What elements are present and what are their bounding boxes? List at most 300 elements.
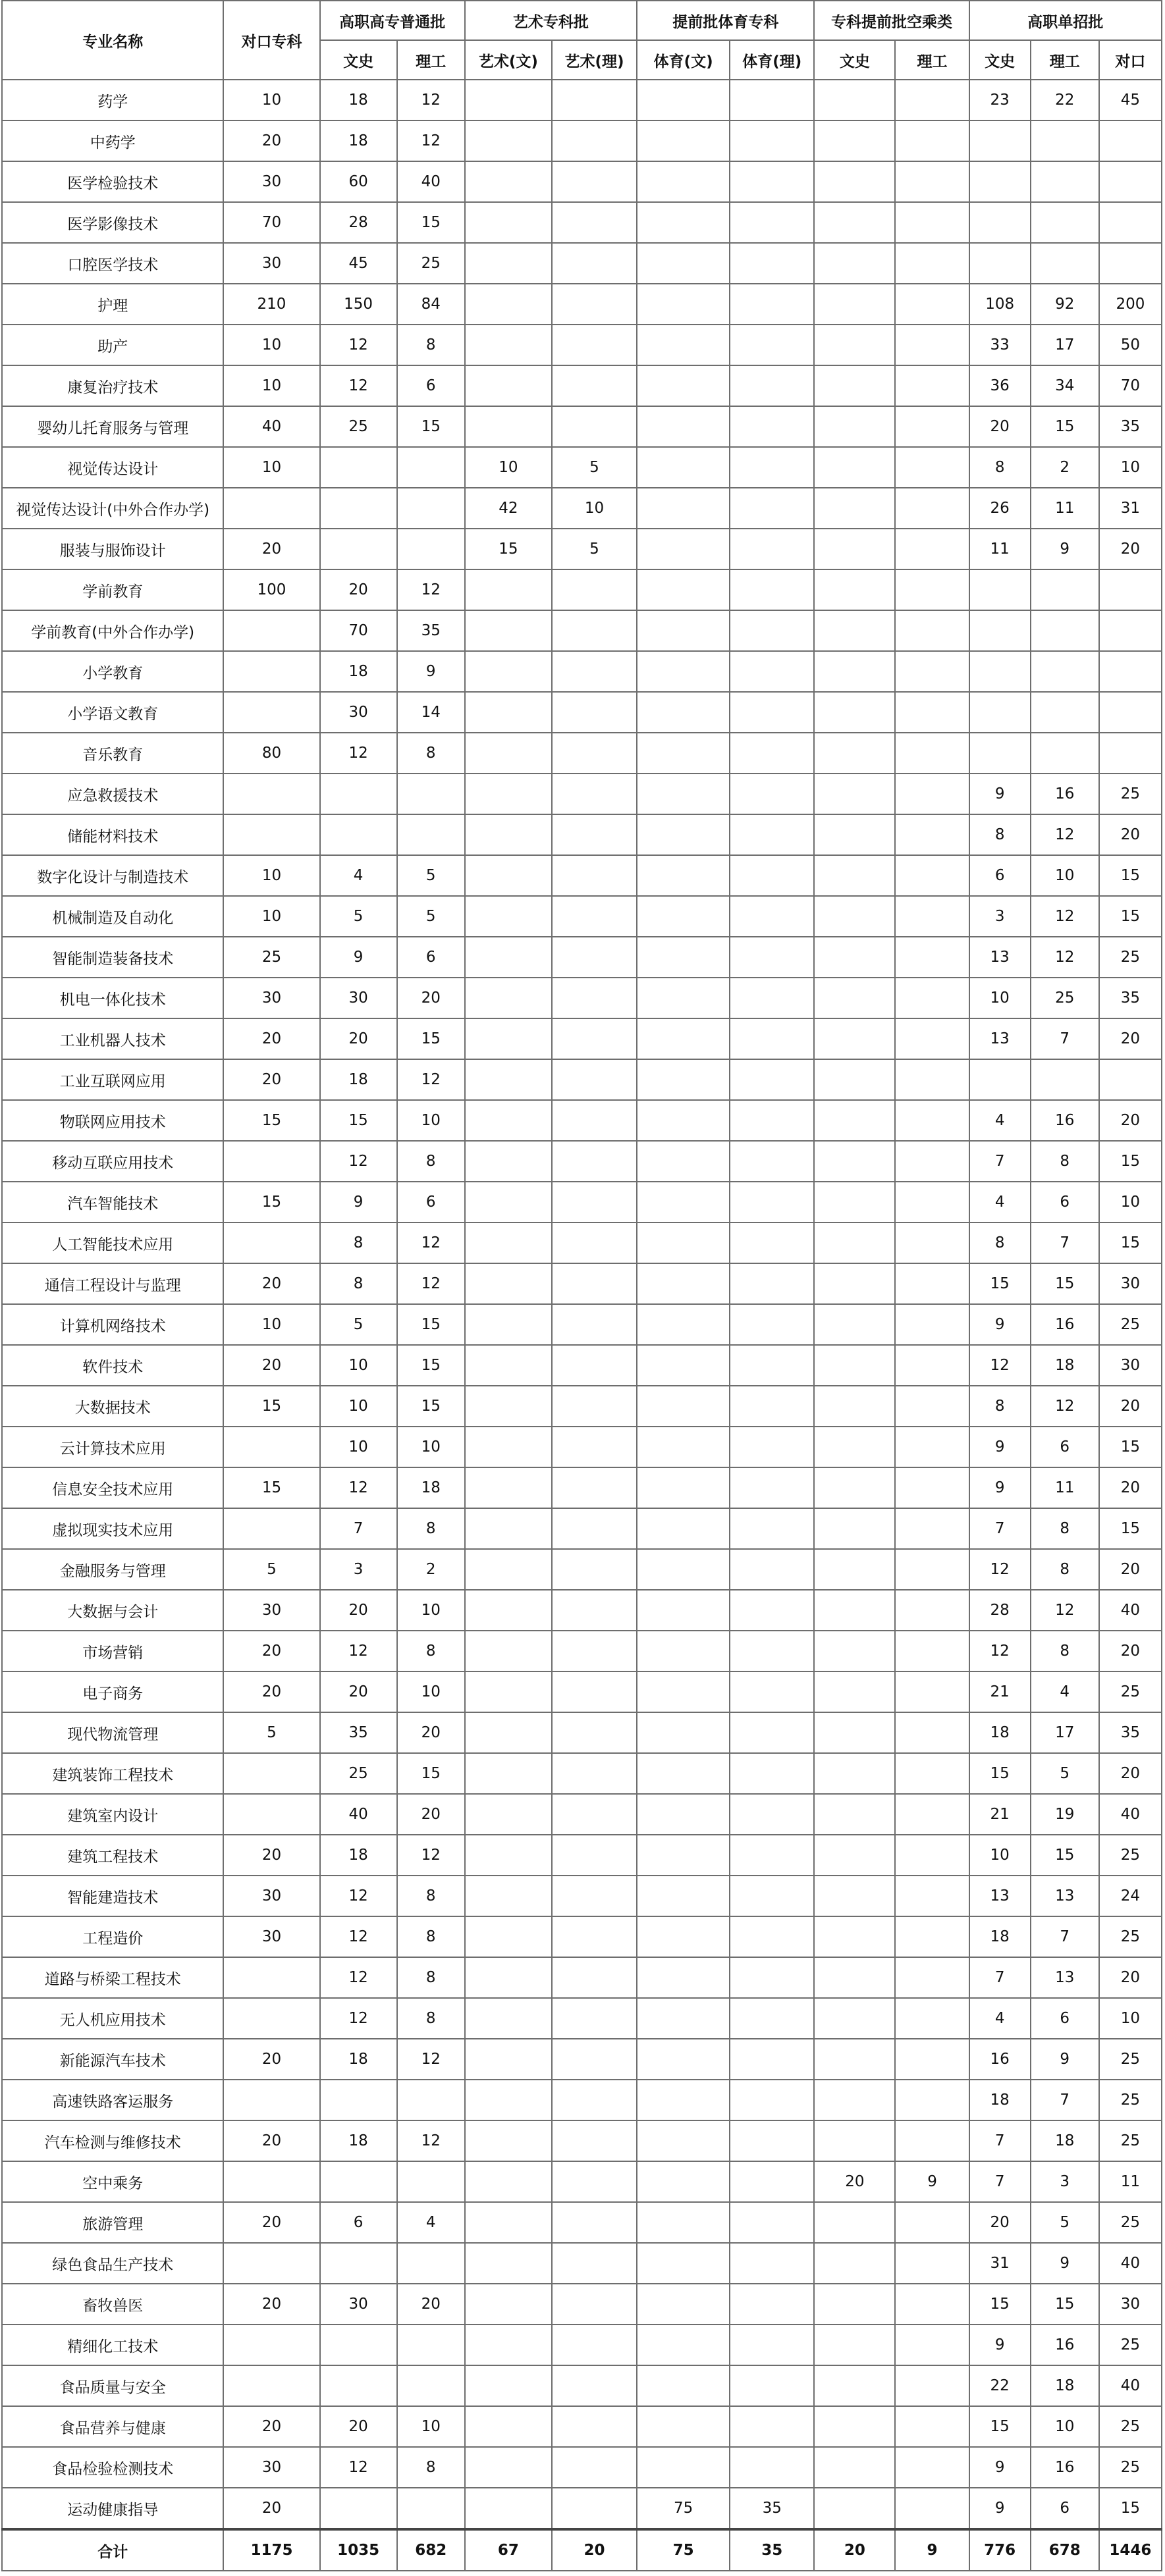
- quota-cell: [320, 2161, 397, 2202]
- major-name-cell: 虚拟现实技术应用: [2, 1508, 223, 1549]
- quota-cell: [895, 733, 969, 774]
- quota-cell: 12: [397, 1263, 465, 1304]
- quota-cell: 15: [223, 1100, 319, 1141]
- quota-cell: [637, 1345, 730, 1386]
- table-body: [2, 80, 1162, 2529]
- table-row: [2, 1835, 1162, 1876]
- quota-cell: 15: [1031, 2284, 1099, 2325]
- quota-cell: [465, 1835, 552, 1876]
- quota-cell: 3: [320, 1549, 397, 1590]
- quota-cell: [895, 1876, 969, 1916]
- quota-cell: 15: [969, 1263, 1031, 1304]
- quota-cell: [637, 120, 730, 161]
- quota-cell: [895, 1916, 969, 1957]
- major-name-cell: 储能材料技术: [2, 814, 223, 855]
- quota-cell: [895, 1835, 969, 1876]
- quota-cell: [223, 2161, 319, 2202]
- header-sub: 体育(文): [637, 40, 730, 80]
- quota-cell: [814, 1590, 895, 1631]
- quota-cell: 15: [1099, 2488, 1162, 2529]
- quota-cell: [895, 1467, 969, 1508]
- major-name-cell: 计算机网络技术: [2, 1304, 223, 1345]
- quota-cell: [320, 2080, 397, 2120]
- quota-cell: 6: [1031, 2488, 1099, 2529]
- quota-cell: [895, 365, 969, 406]
- quota-cell: [814, 1998, 895, 2039]
- quota-cell: 25: [223, 937, 319, 978]
- quota-cell: [465, 1182, 552, 1222]
- quota-cell: [223, 488, 319, 529]
- quota-cell: 8: [1031, 1549, 1099, 1590]
- quota-cell: [895, 1141, 969, 1182]
- quota-cell: [465, 1018, 552, 1059]
- quota-cell: [637, 896, 730, 937]
- quota-cell: 9: [320, 1182, 397, 1222]
- table-row: [2, 1222, 1162, 1263]
- quota-cell: [465, 896, 552, 937]
- quota-cell: 20: [1099, 1018, 1162, 1059]
- quota-cell: 70: [1099, 365, 1162, 406]
- quota-cell: 92: [1031, 284, 1099, 325]
- header-sub: 体育(理): [730, 40, 814, 80]
- quota-cell: [730, 243, 814, 284]
- quota-cell: [465, 1427, 552, 1467]
- major-name-cell: 大数据与会计: [2, 1590, 223, 1631]
- quota-cell: [895, 855, 969, 896]
- quota-cell: 12: [1031, 814, 1099, 855]
- quota-cell: [895, 120, 969, 161]
- header-group-flight-attendant: 专科提前批空乘类: [814, 1, 969, 40]
- table-row: [2, 978, 1162, 1018]
- quota-cell: [814, 569, 895, 610]
- table-row: [2, 2120, 1162, 2161]
- quota-cell: [465, 2488, 552, 2529]
- table-row: [2, 1998, 1162, 2039]
- quota-cell: [637, 284, 730, 325]
- quota-cell: [730, 1427, 814, 1467]
- total-cell: 9: [895, 2529, 969, 2571]
- quota-cell: [637, 1263, 730, 1304]
- quota-cell: [1031, 692, 1099, 733]
- quota-cell: [552, 1916, 637, 1957]
- quota-cell: 40: [320, 1794, 397, 1835]
- quota-cell: [814, 2325, 895, 2365]
- major-name-cell: 旅游管理: [2, 2202, 223, 2243]
- quota-cell: [895, 161, 969, 202]
- quota-cell: [637, 325, 730, 365]
- quota-cell: 20: [320, 2406, 397, 2447]
- major-name-cell: 建筑工程技术: [2, 1835, 223, 1876]
- quota-cell: [637, 1549, 730, 1590]
- quota-cell: [895, 1957, 969, 1998]
- table-row: [2, 2325, 1162, 2365]
- quota-cell: [552, 896, 637, 937]
- quota-cell: 15: [969, 1753, 1031, 1794]
- table-row: [2, 1182, 1162, 1222]
- major-name-cell: 学前教育: [2, 569, 223, 610]
- quota-cell: 25: [1031, 978, 1099, 1018]
- total-cell: 67: [465, 2529, 552, 2571]
- major-name-cell: 口腔医学技术: [2, 243, 223, 284]
- quota-cell: [730, 2080, 814, 2120]
- table-row: [2, 1345, 1162, 1386]
- quota-cell: [637, 1222, 730, 1263]
- major-name-cell: 医学检验技术: [2, 161, 223, 202]
- quota-cell: [552, 2488, 637, 2529]
- quota-cell: [637, 1794, 730, 1835]
- quota-cell: 13: [1031, 1957, 1099, 1998]
- quota-cell: 33: [969, 325, 1031, 365]
- quota-cell: [637, 1059, 730, 1100]
- quota-cell: [397, 774, 465, 814]
- quota-cell: [969, 120, 1031, 161]
- quota-cell: [730, 1835, 814, 1876]
- quota-cell: 20: [397, 978, 465, 1018]
- table-row: [2, 2488, 1162, 2529]
- quota-cell: 15: [465, 529, 552, 569]
- quota-cell: 5: [397, 896, 465, 937]
- table-row: [2, 569, 1162, 610]
- quota-cell: [223, 2365, 319, 2406]
- quota-cell: [814, 1018, 895, 1059]
- quota-cell: 20: [1099, 1631, 1162, 1671]
- quota-cell: [223, 1794, 319, 1835]
- quota-cell: [397, 814, 465, 855]
- quota-cell: [730, 1753, 814, 1794]
- quota-cell: [637, 1508, 730, 1549]
- quota-cell: 20: [969, 2202, 1031, 2243]
- quota-cell: 8: [320, 1263, 397, 1304]
- quota-cell: 12: [320, 1141, 397, 1182]
- quota-cell: [730, 161, 814, 202]
- quota-cell: [895, 569, 969, 610]
- quota-cell: [730, 1671, 814, 1712]
- quota-cell: [1031, 733, 1099, 774]
- quota-cell: 70: [223, 202, 319, 243]
- quota-cell: [552, 1100, 637, 1141]
- quota-cell: 36: [969, 365, 1031, 406]
- major-name-cell: 数字化设计与制造技术: [2, 855, 223, 896]
- quota-cell: [730, 896, 814, 937]
- quota-cell: [814, 365, 895, 406]
- quota-cell: [895, 692, 969, 733]
- major-name-cell: 药学: [2, 80, 223, 120]
- major-name-cell: 应急救援技术: [2, 774, 223, 814]
- table-row: [2, 855, 1162, 896]
- quota-cell: 15: [397, 406, 465, 447]
- quota-cell: [895, 814, 969, 855]
- total-cell: 1175: [223, 2529, 319, 2571]
- quota-cell: 25: [320, 1753, 397, 1794]
- quota-cell: 20: [223, 1631, 319, 1671]
- quota-cell: [320, 2325, 397, 2365]
- quota-cell: [637, 1671, 730, 1712]
- quota-cell: [895, 1018, 969, 1059]
- quota-cell: 15: [397, 1018, 465, 1059]
- major-name-cell: 空中乘务: [2, 2161, 223, 2202]
- quota-cell: [465, 1998, 552, 2039]
- quota-cell: 4: [397, 2202, 465, 2243]
- quota-cell: 10: [223, 365, 319, 406]
- quota-cell: 8: [969, 447, 1031, 488]
- quota-cell: 25: [397, 243, 465, 284]
- quota-cell: 8: [1031, 1508, 1099, 1549]
- quota-cell: [465, 1957, 552, 1998]
- quota-cell: 15: [969, 2284, 1031, 2325]
- quota-cell: [814, 1876, 895, 1916]
- quota-cell: 12: [969, 1631, 1031, 1671]
- quota-cell: 10: [969, 1835, 1031, 1876]
- quota-cell: 40: [223, 406, 319, 447]
- quota-cell: 12: [320, 1631, 397, 1671]
- quota-cell: [552, 1182, 637, 1222]
- quota-cell: 25: [1099, 2447, 1162, 2488]
- quota-cell: [814, 325, 895, 365]
- quota-cell: 9: [1031, 529, 1099, 569]
- quota-cell: [397, 529, 465, 569]
- quota-cell: [397, 488, 465, 529]
- quota-cell: [895, 2039, 969, 2080]
- header-sub: 文史: [969, 40, 1031, 80]
- table-row: [2, 2161, 1162, 2202]
- quota-cell: [637, 774, 730, 814]
- quota-cell: 12: [1031, 896, 1099, 937]
- quota-cell: 200: [1099, 284, 1162, 325]
- quota-cell: 9: [320, 937, 397, 978]
- quota-cell: [895, 651, 969, 692]
- quota-cell: [969, 243, 1031, 284]
- table-row: [2, 937, 1162, 978]
- header-sub: 艺术(理): [552, 40, 637, 80]
- header-group-art: 艺术专科批: [465, 1, 637, 40]
- quota-cell: 7: [1031, 1222, 1099, 1263]
- quota-cell: 20: [814, 2161, 895, 2202]
- quota-cell: 26: [969, 488, 1031, 529]
- quota-cell: [552, 1671, 637, 1712]
- quota-cell: [465, 1141, 552, 1182]
- quota-cell: 7: [969, 1508, 1031, 1549]
- quota-cell: 15: [397, 1304, 465, 1345]
- table-row: [2, 2080, 1162, 2120]
- quota-cell: [1099, 243, 1162, 284]
- quota-cell: 5: [552, 447, 637, 488]
- quota-cell: 22: [1031, 80, 1099, 120]
- table-row: [2, 1916, 1162, 1957]
- major-name-cell: 工程造价: [2, 1916, 223, 1957]
- quota-cell: 18: [320, 120, 397, 161]
- quota-cell: 12: [397, 120, 465, 161]
- quota-cell: 12: [320, 365, 397, 406]
- quota-cell: [552, 2365, 637, 2406]
- quota-cell: [552, 692, 637, 733]
- table-row: [2, 447, 1162, 488]
- table-row: [2, 1141, 1162, 1182]
- quota-cell: 20: [397, 2284, 465, 2325]
- table-row: [2, 2447, 1162, 2488]
- quota-cell: [730, 1631, 814, 1671]
- major-name-cell: 建筑室内设计: [2, 1794, 223, 1835]
- quota-cell: [895, 1182, 969, 1222]
- table-row: [2, 284, 1162, 325]
- quota-cell: 15: [1099, 1141, 1162, 1182]
- quota-cell: [730, 1222, 814, 1263]
- header-group-single-recruitment: 高职单招批: [969, 1, 1162, 40]
- quota-cell: [814, 733, 895, 774]
- quota-cell: [895, 1100, 969, 1141]
- quota-cell: [895, 1427, 969, 1467]
- quota-cell: 40: [1099, 2243, 1162, 2284]
- quota-cell: 15: [223, 1182, 319, 1222]
- quota-cell: [465, 1467, 552, 1508]
- quota-cell: [730, 1304, 814, 1345]
- quota-cell: [730, 406, 814, 447]
- quota-cell: 5: [223, 1712, 319, 1753]
- quota-cell: [730, 284, 814, 325]
- quota-cell: [320, 774, 397, 814]
- quota-cell: [814, 2243, 895, 2284]
- quota-cell: 2: [1031, 447, 1099, 488]
- header-sub: 艺术(文): [465, 40, 552, 80]
- quota-cell: 12: [397, 1835, 465, 1876]
- major-name-cell: 小学教育: [2, 651, 223, 692]
- table-row: [2, 733, 1162, 774]
- quota-cell: [465, 1916, 552, 1957]
- quota-cell: [465, 1876, 552, 1916]
- quota-cell: [637, 1467, 730, 1508]
- quota-cell: 15: [320, 1100, 397, 1141]
- quota-cell: [969, 651, 1031, 692]
- major-name-cell: 电子商务: [2, 1671, 223, 1712]
- quota-cell: [465, 80, 552, 120]
- table-row: [2, 1957, 1162, 1998]
- quota-cell: [465, 774, 552, 814]
- quota-cell: 25: [1099, 774, 1162, 814]
- quota-cell: [969, 610, 1031, 651]
- quota-cell: 18: [320, 2039, 397, 2080]
- table-row: [2, 365, 1162, 406]
- quota-cell: [730, 1263, 814, 1304]
- quota-cell: [969, 569, 1031, 610]
- quota-cell: 20: [1099, 814, 1162, 855]
- quota-cell: 45: [1099, 80, 1162, 120]
- major-name-cell: 食品检验检测技术: [2, 2447, 223, 2488]
- quota-cell: [814, 243, 895, 284]
- quota-cell: [814, 937, 895, 978]
- major-name-cell: 食品质量与安全: [2, 2365, 223, 2406]
- quota-cell: 20: [397, 1794, 465, 1835]
- header-group-sports: 提前批体育专科: [637, 1, 814, 40]
- quota-cell: 12: [969, 1549, 1031, 1590]
- major-name-cell: 小学语文教育: [2, 692, 223, 733]
- total-label-cell: 合计: [2, 2529, 223, 2571]
- quota-cell: [465, 1753, 552, 1794]
- quota-cell: [895, 80, 969, 120]
- quota-cell: [465, 610, 552, 651]
- quota-cell: [814, 529, 895, 569]
- quota-cell: [552, 1427, 637, 1467]
- table-row: [2, 1590, 1162, 1631]
- quota-cell: 8: [1031, 1631, 1099, 1671]
- quota-cell: 25: [1099, 1304, 1162, 1345]
- quota-cell: 25: [1099, 1835, 1162, 1876]
- quota-cell: 35: [730, 2488, 814, 2529]
- total-row: [2, 2529, 1162, 2571]
- quota-cell: [465, 2447, 552, 2488]
- major-name-cell: 视觉传达设计(中外合作办学): [2, 488, 223, 529]
- table-row: [2, 120, 1162, 161]
- major-name-cell: 音乐教育: [2, 733, 223, 774]
- quota-cell: [637, 447, 730, 488]
- quota-cell: 15: [1031, 406, 1099, 447]
- quota-cell: [814, 488, 895, 529]
- quota-cell: [465, 1712, 552, 1753]
- quota-cell: [465, 406, 552, 447]
- quota-cell: 3: [1031, 2161, 1099, 2202]
- quota-cell: [814, 2488, 895, 2529]
- quota-cell: 5: [397, 855, 465, 896]
- total-cell: 75: [637, 2529, 730, 2571]
- quota-cell: 15: [397, 202, 465, 243]
- quota-cell: 108: [969, 284, 1031, 325]
- quota-cell: 16: [1031, 774, 1099, 814]
- quota-cell: [730, 937, 814, 978]
- quota-cell: [637, 2365, 730, 2406]
- quota-cell: [730, 1508, 814, 1549]
- quota-cell: [814, 284, 895, 325]
- quota-cell: [552, 814, 637, 855]
- major-name-cell: 云计算技术应用: [2, 1427, 223, 1467]
- quota-cell: [637, 1876, 730, 1916]
- quota-cell: [397, 2080, 465, 2120]
- quota-cell: 11: [1031, 1467, 1099, 1508]
- quota-cell: [465, 1386, 552, 1427]
- total-cell: 776: [969, 2529, 1031, 2571]
- major-name-cell: 汽车检测与维修技术: [2, 2120, 223, 2161]
- quota-cell: 25: [1099, 1916, 1162, 1957]
- quota-cell: [637, 569, 730, 610]
- quota-cell: [637, 406, 730, 447]
- quota-cell: [730, 1386, 814, 1427]
- table-row: [2, 1631, 1162, 1671]
- table-row: [2, 1876, 1162, 1916]
- major-name-cell: 工业机器人技术: [2, 1018, 223, 1059]
- table-row: [2, 774, 1162, 814]
- quota-cell: [552, 1794, 637, 1835]
- table-footer: [2, 2529, 1162, 2571]
- quota-cell: 25: [320, 406, 397, 447]
- quota-cell: 18: [320, 1835, 397, 1876]
- quota-cell: 30: [223, 978, 319, 1018]
- quota-cell: [730, 2161, 814, 2202]
- quota-cell: 20: [1099, 529, 1162, 569]
- quota-cell: [730, 1467, 814, 1508]
- quota-cell: [465, 1059, 552, 1100]
- quota-cell: 18: [320, 2120, 397, 2161]
- quota-cell: 18: [320, 1059, 397, 1100]
- quota-cell: [552, 1998, 637, 2039]
- quota-cell: [552, 2243, 637, 2284]
- quota-cell: 10: [320, 1345, 397, 1386]
- quota-cell: [552, 1508, 637, 1549]
- quota-cell: [465, 1263, 552, 1304]
- quota-cell: [320, 529, 397, 569]
- quota-cell: [637, 2120, 730, 2161]
- quota-cell: [223, 1998, 319, 2039]
- quota-cell: [895, 2120, 969, 2161]
- quota-cell: [895, 2488, 969, 2529]
- quota-cell: 12: [1031, 1386, 1099, 1427]
- quota-cell: [552, 365, 637, 406]
